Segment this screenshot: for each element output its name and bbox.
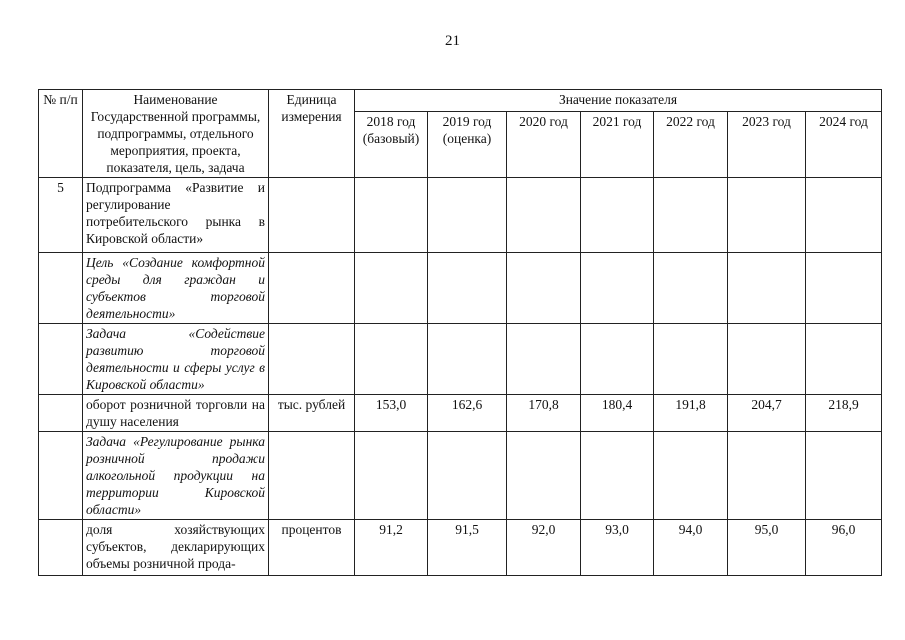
table-row [39,520,882,576]
row-num [39,432,83,520]
value-cell: 191,8 [654,395,728,432]
value-cell [581,253,654,324]
header-year: 2018 год (базовый) [355,112,428,178]
table-row [39,253,882,324]
value-cell [581,178,654,253]
header-value-group: Значение показателя [355,90,882,112]
value-cell [355,253,428,324]
row-num [39,520,83,576]
row-unit: процентов [269,520,355,576]
value-cell [581,432,654,520]
page-number: 21 [445,33,460,49]
row-unit [269,432,355,520]
row-num [39,324,83,395]
row-unit [269,253,355,324]
value-cell: 96,0 [806,520,882,576]
table-row [39,324,882,395]
value-cell [355,432,428,520]
table-row [39,432,882,520]
value-cell [654,324,728,395]
row-name: Задача «Содействие развитию торговой деятельности и сферы услуг в Кировской области» [83,324,269,395]
row-num [39,253,83,324]
row-name: Цель «Создание комфортной среды для граждан и субъектов торговой деятельности» [83,253,269,324]
header-year: 2020 год [507,112,581,178]
value-cell [806,324,882,395]
value-cell [654,253,728,324]
value-cell [428,324,507,395]
value-cell [428,432,507,520]
value-cell [355,324,428,395]
value-cell [581,324,654,395]
value-cell [806,432,882,520]
row-unit [269,324,355,395]
row-name: оборот розничной торговли на душу населения [83,395,269,432]
value-cell [507,432,581,520]
row-num: 5 [39,178,83,253]
row-name: Подпрограмма «Развитие и регулирование потребительского рынка в Кировской области» [83,178,269,253]
value-cell [428,253,507,324]
value-cell: 153,0 [355,395,428,432]
value-cell [806,253,882,324]
value-cell: 91,5 [428,520,507,576]
value-cell [728,178,806,253]
table-row [39,178,882,253]
row-num [39,395,83,432]
value-cell [428,178,507,253]
row-name: доля хозяйствующих субъектов, декларирующих объемы розничной прода- [83,520,269,576]
value-cell [355,178,428,253]
value-cell: 93,0 [581,520,654,576]
header-year: 2021 год [581,112,654,178]
header-year: 2024 год [806,112,882,178]
value-cell [654,178,728,253]
value-cell: 92,0 [507,520,581,576]
header-year: 2019 год (оценка) [428,112,507,178]
value-cell: 170,8 [507,395,581,432]
header-year: 2022 год [654,112,728,178]
value-cell [507,253,581,324]
value-cell [654,432,728,520]
value-cell: 204,7 [728,395,806,432]
row-unit [269,178,355,253]
value-cell: 95,0 [728,520,806,576]
indicator-table [38,89,882,576]
value-cell: 91,2 [355,520,428,576]
value-cell: 94,0 [654,520,728,576]
value-cell [507,324,581,395]
value-cell [728,324,806,395]
header-unit: Единица измерения [269,90,355,178]
header-num: № п/п [39,90,83,178]
header-year: 2023 год [728,112,806,178]
value-cell [728,432,806,520]
header-name: Наименование Государственной программы, подпрограммы, отдельного мероприятия, проекта, показателя, цель, задача [83,90,269,178]
value-cell [728,253,806,324]
value-cell: 162,6 [428,395,507,432]
value-cell: 180,4 [581,395,654,432]
value-cell [806,178,882,253]
value-cell: 218,9 [806,395,882,432]
value-cell [507,178,581,253]
row-unit: тыс. рублей [269,395,355,432]
table-row [39,395,882,432]
row-name: Задача «Регулирование рынка розничной продажи алкогольной продукции на территории Кировской области» [83,432,269,520]
